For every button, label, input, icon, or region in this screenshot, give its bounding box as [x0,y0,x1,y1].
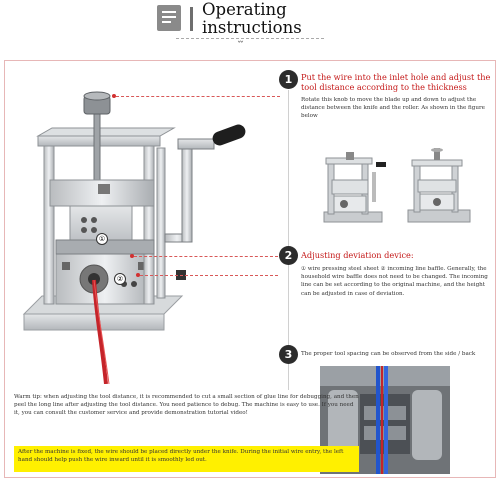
label-one: ① [96,233,108,245]
header-underline [176,38,324,39]
step-1-title: Put the wire into the inlet hole and adjust the tool distance according to the thickness [301,72,491,92]
step-2-title: Adjusting deviation device: [301,250,414,260]
chevron-double-down-icon: ˇˇ [237,41,242,51]
document-icon [157,5,181,31]
header-divider-bar [190,7,193,31]
notice-text: After the machine is fixed, the wire should be placed directly under the knife. During the initial wire entry, the left hand should help push the wire inward until it is smoothly led out. [18,449,344,464]
step-3-number: 3 [279,345,298,364]
machine-photo-front [318,152,388,230]
leader-line-1 [116,96,280,97]
step-1-body: Rotate this knob to move the blade up and down to adjust the distance between the knife and the roller. As shown in the figure below [301,97,485,120]
leader-line-2b [140,275,278,276]
label-two: ② [114,273,126,285]
step-1-number: 1 [279,70,298,89]
step-2-number: 2 [279,246,298,265]
step-3-body: The proper tool spacing can be observed from the side / back [301,351,476,357]
step-2-body: ① wire pressing steel sheet ② incoming line baffle. Generally, the household wire baffle does not need to be changed. The incoming line can be set according to the original machine, and the height can be adjusted in case of deviation. [301,266,488,297]
wire-stripping-machine-illustration [14,84,264,384]
leader-line-2a [134,256,278,257]
page-title: Operating instructions [202,0,302,37]
warm-tip-text: Warm tip: when adjusting the tool distance, it is recommended to cut a small section of glue line for debugging, and then peel the long line after adjusting the tool distance. You need patience to debug. The machine is easy to use. If you need it, you can consult the customer service and provide demonstration tutorial video! [14,394,359,417]
machine-photo-angle [404,148,476,230]
